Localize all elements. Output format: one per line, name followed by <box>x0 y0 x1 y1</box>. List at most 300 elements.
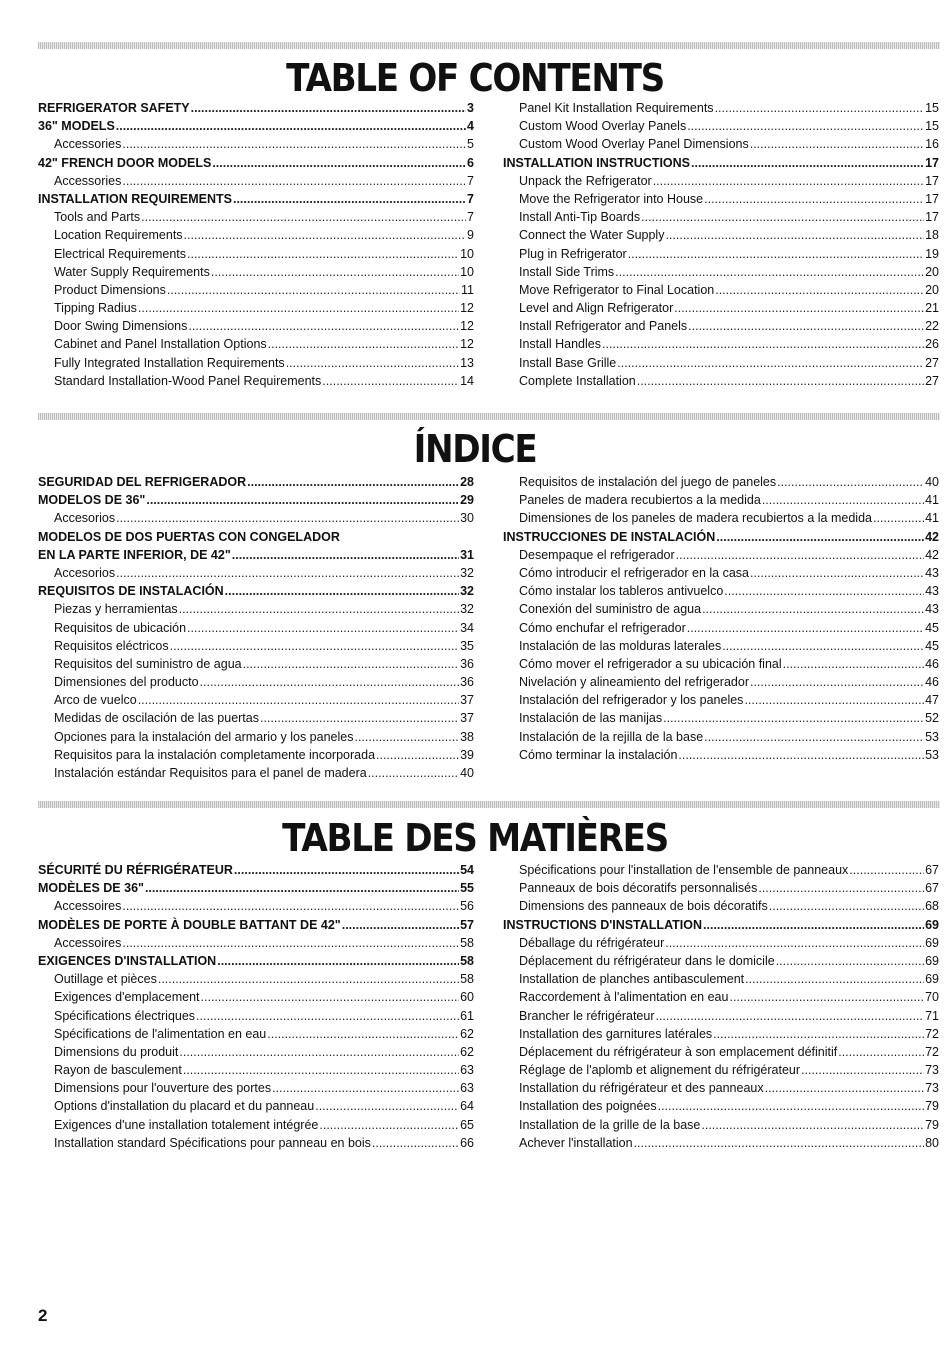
dot-leader <box>234 863 459 877</box>
dot-leader <box>702 602 924 616</box>
toc-entry-page: 30 <box>460 511 474 526</box>
toc-entry <box>503 657 939 675</box>
toc-entry-page: 40 <box>460 766 474 780</box>
toc-entry-page: 47 <box>925 693 939 708</box>
toc-entry-page: 36 <box>460 656 474 671</box>
toc-entry-page: 21 <box>925 301 939 316</box>
dot-leader <box>184 228 467 242</box>
toc-entry <box>503 356 939 374</box>
toc-entry <box>503 210 939 228</box>
toc-entry <box>38 899 474 917</box>
dot-leader <box>750 675 924 689</box>
dot-leader <box>665 936 924 950</box>
toc-entry-title: MODÈLES DE PORTE À DOUBLE BATTANT DE 42" <box>38 917 341 932</box>
toc-column-left <box>38 475 474 784</box>
toc-column-right <box>503 475 939 766</box>
toc-entry-title: Requisitos eléctricos <box>54 638 169 653</box>
toc-entry-title: SÉCURITÉ DU RÉFRIGÉRATEUR <box>38 863 233 877</box>
toc-entry <box>503 730 939 748</box>
toc-entry-title: Location Requirements <box>54 228 183 243</box>
toc-entry <box>38 657 474 675</box>
dot-leader <box>688 319 924 333</box>
toc-entry-page: 53 <box>925 729 939 744</box>
toc-entry <box>38 265 474 283</box>
toc-entry <box>503 530 939 548</box>
toc-entry-title: INSTALLATION INSTRUCTIONS <box>503 155 691 170</box>
toc-entry <box>38 247 474 265</box>
toc-entry-title: MODELOS DE DOS PUERTAS CON CONGELADOR <box>38 529 340 544</box>
toc-entry <box>38 990 474 1008</box>
toc-entry <box>38 863 474 881</box>
dot-leader <box>200 675 460 689</box>
toc-entry <box>38 475 474 493</box>
toc-entry <box>38 210 474 228</box>
dot-leader <box>655 1009 924 1023</box>
toc-entry-title: Accessoires <box>54 899 122 914</box>
dot-leader <box>122 174 466 188</box>
toc-entry-page: 71 <box>925 1008 939 1023</box>
toc-entry-title: Dimensions pour l'ouverture des portes <box>54 1081 272 1096</box>
toc-entry <box>38 1081 474 1099</box>
toc-entry-title: Accesorios <box>54 511 116 526</box>
toc-entry-page: 41 <box>925 511 939 526</box>
dot-leader <box>116 511 459 525</box>
dot-leader <box>722 639 924 653</box>
toc-entry-page: 32 <box>460 565 474 580</box>
toc-entry-page: 42 <box>925 547 939 562</box>
toc-entry-title: INSTRUCTIONS D'INSTALLATION <box>503 917 703 932</box>
dot-leader <box>674 301 924 315</box>
dot-leader <box>217 954 459 968</box>
section-divider-bar <box>38 413 940 420</box>
dot-leader <box>170 639 459 653</box>
toc-entry-page: 18 <box>925 228 939 243</box>
toc-entry-page: 5 <box>467 137 474 152</box>
toc-entry <box>38 566 474 584</box>
toc-entry-page: 66 <box>460 1135 474 1150</box>
toc-entry-page: 28 <box>460 475 474 489</box>
toc-entry-title: Plug in Refrigerator <box>519 246 627 261</box>
toc-entry-page: 64 <box>460 1099 474 1114</box>
dot-leader <box>187 247 459 261</box>
toc-entry-page: 40 <box>925 475 939 489</box>
toc-entry-page: 20 <box>925 282 939 297</box>
toc-entry-title: INSTRUCCIONES DE INSTALACIÓN <box>503 529 716 544</box>
toc-entry-page: 53 <box>925 747 939 762</box>
toc-entry-title: Paneles de madera recubiertos a la medida <box>519 493 761 508</box>
toc-entry-page: 13 <box>460 355 474 370</box>
toc-entry <box>503 228 939 246</box>
dot-leader <box>678 748 924 762</box>
toc-entry <box>38 972 474 990</box>
toc-entry <box>503 899 939 917</box>
dot-leader <box>232 548 459 562</box>
toc-entry <box>38 119 474 137</box>
dot-leader <box>122 899 459 913</box>
toc-entry <box>503 1045 939 1063</box>
dot-leader <box>158 972 459 986</box>
dot-leader <box>777 475 924 489</box>
toc-entry <box>38 530 474 548</box>
toc-entry <box>503 675 939 693</box>
dot-leader <box>776 954 924 968</box>
dot-leader <box>704 192 924 206</box>
dot-leader <box>615 265 924 279</box>
toc-entry-page: 12 <box>460 319 474 334</box>
dot-leader <box>687 119 924 133</box>
toc-entry-title: Tools and Parts <box>54 210 141 225</box>
toc-entry-page: 63 <box>460 1081 474 1096</box>
toc-entry <box>38 1063 474 1081</box>
dot-leader <box>211 265 459 279</box>
toc-entry-title: 36" MODELS <box>38 119 115 134</box>
dot-leader <box>145 881 459 895</box>
toc-entry-page: 27 <box>925 373 939 388</box>
toc-entry-page: 12 <box>460 301 474 316</box>
toc-entry <box>503 1118 939 1136</box>
dot-leader <box>138 301 459 315</box>
toc-entry-title: Instalación de las molduras laterales <box>519 638 722 653</box>
toc-entry-title: Accessories <box>54 173 122 188</box>
toc-entry-title: Brancher le réfrigérateur <box>519 1008 655 1023</box>
toc-entry-page: 17 <box>925 210 939 225</box>
toc-entry-title: Medidas de oscilación de las puertas <box>54 711 259 726</box>
dot-leader <box>801 1063 924 1077</box>
dot-leader <box>762 493 924 507</box>
toc-entry-page: 35 <box>460 638 474 653</box>
toc-entry-page: 54 <box>460 863 474 877</box>
toc-entry <box>38 639 474 657</box>
toc-entry-title: Requisitos del suministro de agua <box>54 656 242 671</box>
dot-leader <box>376 748 459 762</box>
toc-entry <box>503 936 939 954</box>
toc-entry-page: 43 <box>925 602 939 617</box>
toc-entry-title: Cómo introducir el refrigerador en la casa <box>519 565 749 580</box>
toc-entry-page: 72 <box>925 1026 939 1041</box>
toc-entry <box>503 711 939 729</box>
toc-entry-page: 11 <box>461 282 474 297</box>
toc-entry-page: 61 <box>460 1008 474 1023</box>
toc-entry-page: 10 <box>460 246 474 261</box>
toc-entry-page: 17 <box>925 191 939 206</box>
toc-entry-page: 79 <box>925 1117 939 1132</box>
toc-entry <box>503 156 939 174</box>
toc-entry-title: Exigences d'une installation totalement intégrée <box>54 1117 319 1132</box>
toc-entry-title: Unpack the Refrigerator <box>519 173 652 188</box>
toc-entry <box>38 283 474 301</box>
toc-entry-page: 32 <box>460 584 474 599</box>
toc-entry-page: 57 <box>460 917 474 932</box>
dot-leader <box>116 119 466 133</box>
toc-entry-title: Requisitos para la instalación completamente incorporada <box>54 747 376 762</box>
toc-entry <box>38 766 474 784</box>
toc-entry-page: 29 <box>460 493 474 508</box>
toc-entry <box>503 1009 939 1027</box>
dot-leader <box>769 899 924 913</box>
toc-entry-page: 3 <box>467 101 474 115</box>
dot-leader <box>372 1136 459 1150</box>
dot-leader <box>744 693 924 707</box>
toc-entry-page: 80 <box>925 1135 939 1150</box>
toc-entry <box>38 730 474 748</box>
dot-leader <box>267 1027 459 1041</box>
toc-entry <box>503 566 939 584</box>
toc-entry-title: INSTALLATION REQUIREMENTS <box>38 191 232 206</box>
toc-entry-page: 27 <box>925 355 939 370</box>
toc-entry-page: 12 <box>460 337 474 352</box>
dot-leader <box>691 156 924 170</box>
dot-leader <box>286 356 459 370</box>
toc-entry-title: Spécifications électriques <box>54 1008 196 1023</box>
toc-entry-title: Déplacement du réfrigérateur dans le domicile <box>519 953 775 968</box>
toc-entry <box>38 337 474 355</box>
toc-entry <box>503 748 939 766</box>
toc-column-right <box>503 863 939 1154</box>
toc-entry-page: 37 <box>460 693 474 708</box>
toc-entry-page: 65 <box>460 1117 474 1132</box>
toc-entry-title: Installation des garnitures latérales <box>519 1026 713 1041</box>
toc-entry <box>38 1136 474 1154</box>
toc-entry-title: Installation standard Spécifications pour panneau en bois <box>54 1135 371 1150</box>
dot-leader <box>873 511 924 525</box>
dot-leader <box>315 1099 459 1113</box>
toc-entry-title: Accesorios <box>54 565 116 580</box>
toc-entry-page: 73 <box>925 1081 939 1096</box>
toc-entry-title: Desempaque el refrigerador <box>519 547 675 562</box>
toc-entry-page: 45 <box>925 620 939 635</box>
toc-entry-title: Instalación de las manijas <box>519 711 663 726</box>
toc-entry <box>38 1118 474 1136</box>
section-title: TABLE OF CONTENTS <box>286 56 664 100</box>
dot-leader <box>713 1027 924 1041</box>
toc-entry-title: Installation des poignées <box>519 1099 657 1114</box>
toc-entry-page: 52 <box>925 711 939 726</box>
dot-leader <box>716 530 924 544</box>
toc-entry-title: Cómo instalar los tableros antivuelco <box>519 584 724 599</box>
toc-entry <box>503 990 939 1008</box>
dot-leader <box>758 881 924 895</box>
toc-entry-page: 26 <box>925 337 939 352</box>
toc-entry-page: 10 <box>460 264 474 279</box>
dot-leader <box>122 137 466 151</box>
toc-entry-title: Dimensions du produit <box>54 1044 179 1059</box>
toc-entry-page: 17 <box>925 155 939 170</box>
dot-leader <box>663 711 924 725</box>
section-title: TABLE DES MATIÈRES <box>282 816 668 860</box>
toc-entry-page: 58 <box>460 953 474 968</box>
toc-entry <box>38 881 474 899</box>
toc-entry <box>503 475 939 493</box>
toc-entry-title: Cómo mover el refrigerador a su ubicación final <box>519 656 782 671</box>
dot-leader <box>368 766 459 780</box>
toc-entry <box>503 881 939 899</box>
toc-entry <box>503 639 939 657</box>
toc-entry <box>38 493 474 511</box>
toc-entry-title: Options d'installation du placard et du panneau <box>54 1099 315 1114</box>
dot-leader <box>838 1045 924 1059</box>
toc-entry-title: Instalación de la rejilla de la base <box>519 729 704 744</box>
toc-entry-page: 42 <box>925 529 939 544</box>
dot-leader <box>116 566 459 580</box>
toc-entry-title: Move Refrigerator to Final Location <box>519 282 715 297</box>
section-divider-bar <box>38 42 940 49</box>
toc-entry <box>503 693 939 711</box>
toc-entry-title: SEGURIDAD DEL REFRIGERADOR <box>38 475 247 489</box>
toc-entry-page: 9 <box>467 228 474 243</box>
toc-entry <box>38 374 474 392</box>
toc-entry <box>503 621 939 639</box>
toc-entry <box>503 301 939 319</box>
toc-entry-page: 62 <box>460 1044 474 1059</box>
toc-entry-title: Outillage et pièces <box>54 972 157 987</box>
toc-entry-title: Dimensiones de los paneles de madera recubiertos a la medida <box>519 511 872 526</box>
toc-entry-page: 7 <box>467 191 474 206</box>
section-title: ÍNDICE <box>413 427 537 471</box>
toc-entry-page: 39 <box>460 747 474 762</box>
toc-entry <box>38 548 474 566</box>
toc-entry <box>38 301 474 319</box>
toc-entry <box>38 954 474 972</box>
toc-entry-page: 69 <box>925 917 939 932</box>
toc-entry-title: Achever l'installation <box>519 1135 633 1150</box>
toc-entry <box>38 1045 474 1063</box>
toc-entry <box>38 101 474 119</box>
dot-leader <box>122 936 459 950</box>
dot-leader <box>637 374 924 388</box>
toc-entry-page: 22 <box>925 319 939 334</box>
toc-entry-title: Installation du réfrigérateur et des panneaux <box>519 1081 764 1096</box>
toc-entry-title: Réglage de l'aplomb et alignement du réfrigérateur <box>519 1063 801 1078</box>
toc-entry-page: 58 <box>460 935 474 950</box>
toc-entry-page: 41 <box>925 493 939 508</box>
toc-entry <box>38 156 474 174</box>
toc-entry-title: Cómo terminar la instalación <box>519 747 678 762</box>
toc-entry <box>503 1099 939 1117</box>
toc-entry-page: 20 <box>925 264 939 279</box>
dot-leader <box>765 1081 924 1095</box>
toc-entry-title: Nivelación y alineamiento del refrigerador <box>519 675 749 690</box>
toc-entry-page: 4 <box>467 119 474 134</box>
toc-entry-page: 45 <box>925 638 939 653</box>
toc-entry <box>503 602 939 620</box>
toc-entry-title: Fully Integrated Installation Requirements <box>54 355 285 370</box>
toc-entry-page: 46 <box>925 656 939 671</box>
toc-entry-title: Installation de planches antibasculement <box>519 972 745 987</box>
dot-leader <box>247 475 459 489</box>
toc-entry <box>503 584 939 602</box>
toc-entry-page: 37 <box>460 711 474 726</box>
toc-entry-title: Install Refrigerator and Panels <box>519 319 688 334</box>
dot-leader <box>653 174 924 188</box>
toc-entry-title: Product Dimensions <box>54 282 166 297</box>
dot-leader <box>322 374 459 388</box>
toc-entry <box>38 1099 474 1117</box>
toc-entry-page: 72 <box>925 1044 939 1059</box>
toc-entry-page: 67 <box>925 881 939 896</box>
toc-entry <box>503 283 939 301</box>
toc-entry-page: 32 <box>460 602 474 617</box>
toc-entry <box>38 174 474 192</box>
toc-entry-title: Install Side Trims <box>519 264 615 279</box>
toc-entry <box>38 711 474 729</box>
toc-entry-page: 58 <box>460 972 474 987</box>
toc-entry-page: 60 <box>460 990 474 1005</box>
toc-entry-title: Custom Wood Overlay Panel Dimensions <box>519 137 749 152</box>
toc-entry <box>503 511 939 529</box>
toc-entry-page: 43 <box>925 584 939 599</box>
toc-entry <box>503 972 939 990</box>
toc-entry-title: Door Swing Dimensions <box>54 319 188 334</box>
toc-entry-page: 19 <box>925 246 939 261</box>
dot-leader <box>704 730 924 744</box>
toc-entry <box>38 1009 474 1027</box>
toc-entry <box>38 192 474 210</box>
toc-entry-page: 46 <box>925 675 939 690</box>
toc-entry <box>503 337 939 355</box>
dot-leader <box>260 711 459 725</box>
toc-entry <box>503 119 939 137</box>
toc-entry <box>503 1081 939 1099</box>
toc-entry <box>503 493 939 511</box>
dot-leader <box>634 1136 925 1150</box>
toc-entry-title: Accessories <box>54 137 122 152</box>
toc-entry <box>503 863 939 881</box>
toc-entry-title: Accessoires <box>54 935 122 950</box>
dot-leader <box>138 693 459 707</box>
toc-entry-page: 69 <box>925 935 939 950</box>
toc-entry-title: Déplacement du réfrigérateur à son emplacement définitif <box>519 1044 838 1059</box>
toc-entry-title: Install Handles <box>519 337 601 352</box>
dot-leader <box>715 283 924 297</box>
toc-column-left <box>38 863 474 1154</box>
toc-entry-title: Instalación del refrigerador y los paneles <box>519 693 744 708</box>
dot-leader <box>750 566 924 580</box>
toc-entry <box>503 265 939 283</box>
toc-entry-title: EXIGENCES D'INSTALLATION <box>38 953 217 968</box>
toc-entry-page: 34 <box>460 620 474 635</box>
toc-entry-page: 36 <box>460 675 474 690</box>
toc-entry-page: 17 <box>925 173 939 188</box>
toc-entry-page: 56 <box>460 899 474 914</box>
toc-entry <box>38 936 474 954</box>
dot-leader <box>849 863 924 877</box>
toc-entry-title: Move the Refrigerator into House <box>519 191 704 206</box>
dot-leader <box>179 1045 459 1059</box>
toc-entry <box>503 319 939 337</box>
toc-entry-page: 15 <box>925 119 939 134</box>
dot-leader <box>243 657 459 671</box>
toc-entry <box>503 374 939 392</box>
dot-leader <box>641 210 924 224</box>
toc-entry-title: Piezas y herramientas <box>54 602 178 617</box>
toc-entry-title: Connect the Water Supply <box>519 228 665 243</box>
dot-leader <box>729 990 924 1004</box>
toc-entry-title: Rayon de basculement <box>54 1063 182 1078</box>
toc-entry-page: 69 <box>925 972 939 987</box>
toc-entry-title: MODÈLES DE 36" <box>38 881 144 896</box>
toc-entry <box>503 1136 939 1154</box>
toc-entry-page: 7 <box>467 210 474 225</box>
dot-leader <box>628 247 924 261</box>
toc-entry <box>503 192 939 210</box>
toc-entry <box>503 247 939 265</box>
toc-entry-title: Electrical Requirements <box>54 246 186 261</box>
toc-entry-page: 62 <box>460 1026 474 1041</box>
dot-leader <box>225 584 459 598</box>
toc-entry <box>38 319 474 337</box>
section-divider-bar <box>38 801 940 808</box>
dot-leader <box>750 137 924 151</box>
